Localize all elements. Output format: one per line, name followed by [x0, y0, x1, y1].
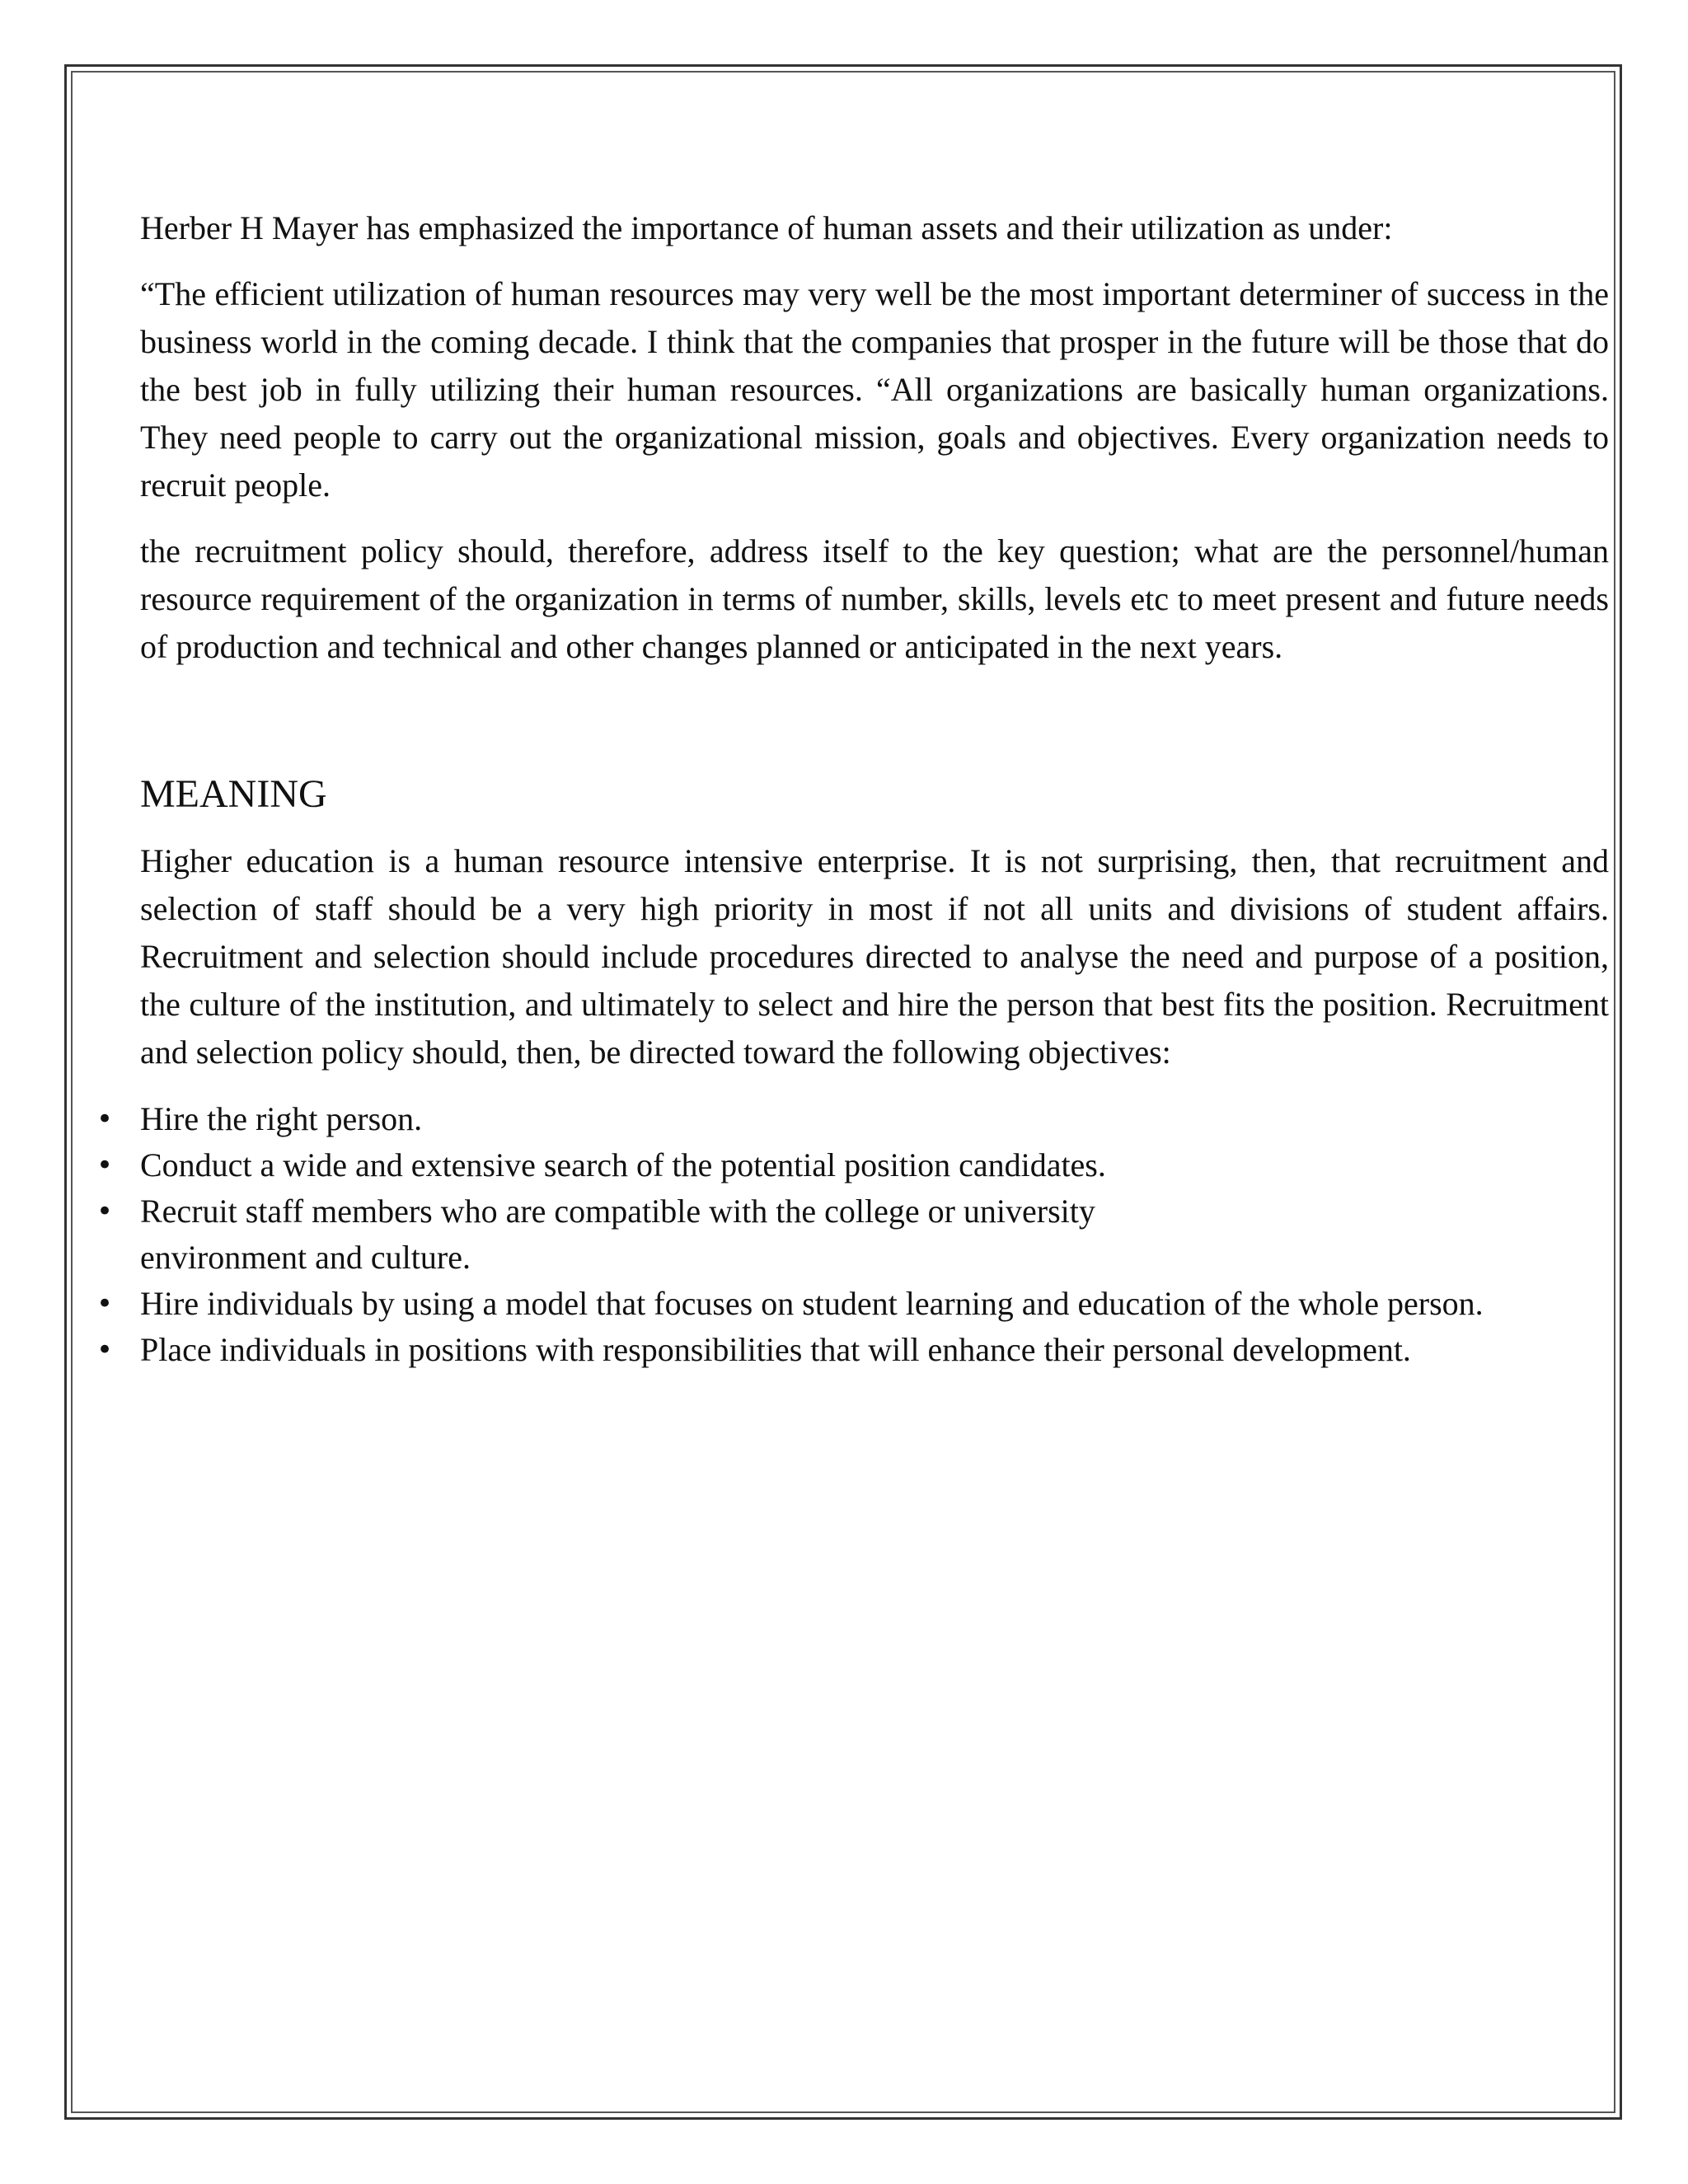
list-item [96, 1142, 1609, 1188]
bullet-icon: • [96, 1333, 114, 1366]
list-item-text: Place individuals in positions with responsibilities that will enhance their personal development. [140, 1331, 1411, 1368]
list-item [96, 1096, 1609, 1142]
list-item [96, 1188, 1609, 1281]
list-item-text-continued: environment and culture. [140, 1239, 471, 1276]
list-item-text: Hire individuals by using a model that focuses on student learning and education of the whole person. [140, 1285, 1484, 1322]
list-item-text: Hire the right person. [140, 1100, 423, 1137]
list-item [96, 1327, 1609, 1373]
bullet-icon: • [96, 1149, 114, 1182]
quote-paragraph: “The efficient utilization of human resources may very well be the most important determiner of success in the business world in the coming decade. I think that the companies that prosper in the future will be those that do the best job in fully utilizing their human resources. “All organizations are basically human organizations. They need people to carry out the organizational mission, goals and objectives. Every organization needs to recruit people. [140, 275, 1609, 504]
bullet-icon: • [96, 1103, 114, 1136]
list-item [96, 1281, 1609, 1327]
objectives-list [96, 1096, 1609, 1373]
list-item-text: Conduct a wide and extensive search of the potential position candidates. [140, 1146, 1106, 1183]
intro-paragraph: Herber H Mayer has emphasized the importance of human assets and their utilization as under: [140, 209, 1393, 246]
meaning-paragraph: Higher education is a human resource intensive enterprise. It is not surprising, then, that recruitment and selection of staff should be a very high priority in most if not all units and divisions of student affairs. Recruitment and selection should include procedures directed to analyse the need and purpose of a position, the culture of the institution, and ultimately to select and hire the person that best fits the position. Recruitment and selection policy should, then, be directed toward the following objectives: [140, 842, 1609, 1071]
bullet-icon: • [96, 1195, 114, 1228]
policy-paragraph: the recruitment policy should, therefore, address itself to the key question; what are the personnel/human resource requirement of the organization in terms of number, skills, levels etc to meet present and future needs of production and technical and other changes planned or anticipated in the next years. [140, 532, 1609, 665]
list-item-text: Recruit staff members who are compatible with the college or university [140, 1193, 1095, 1230]
bullet-icon: • [96, 1287, 114, 1320]
meaning-heading: MEANING [140, 772, 327, 816]
document-body [96, 204, 1609, 1373]
